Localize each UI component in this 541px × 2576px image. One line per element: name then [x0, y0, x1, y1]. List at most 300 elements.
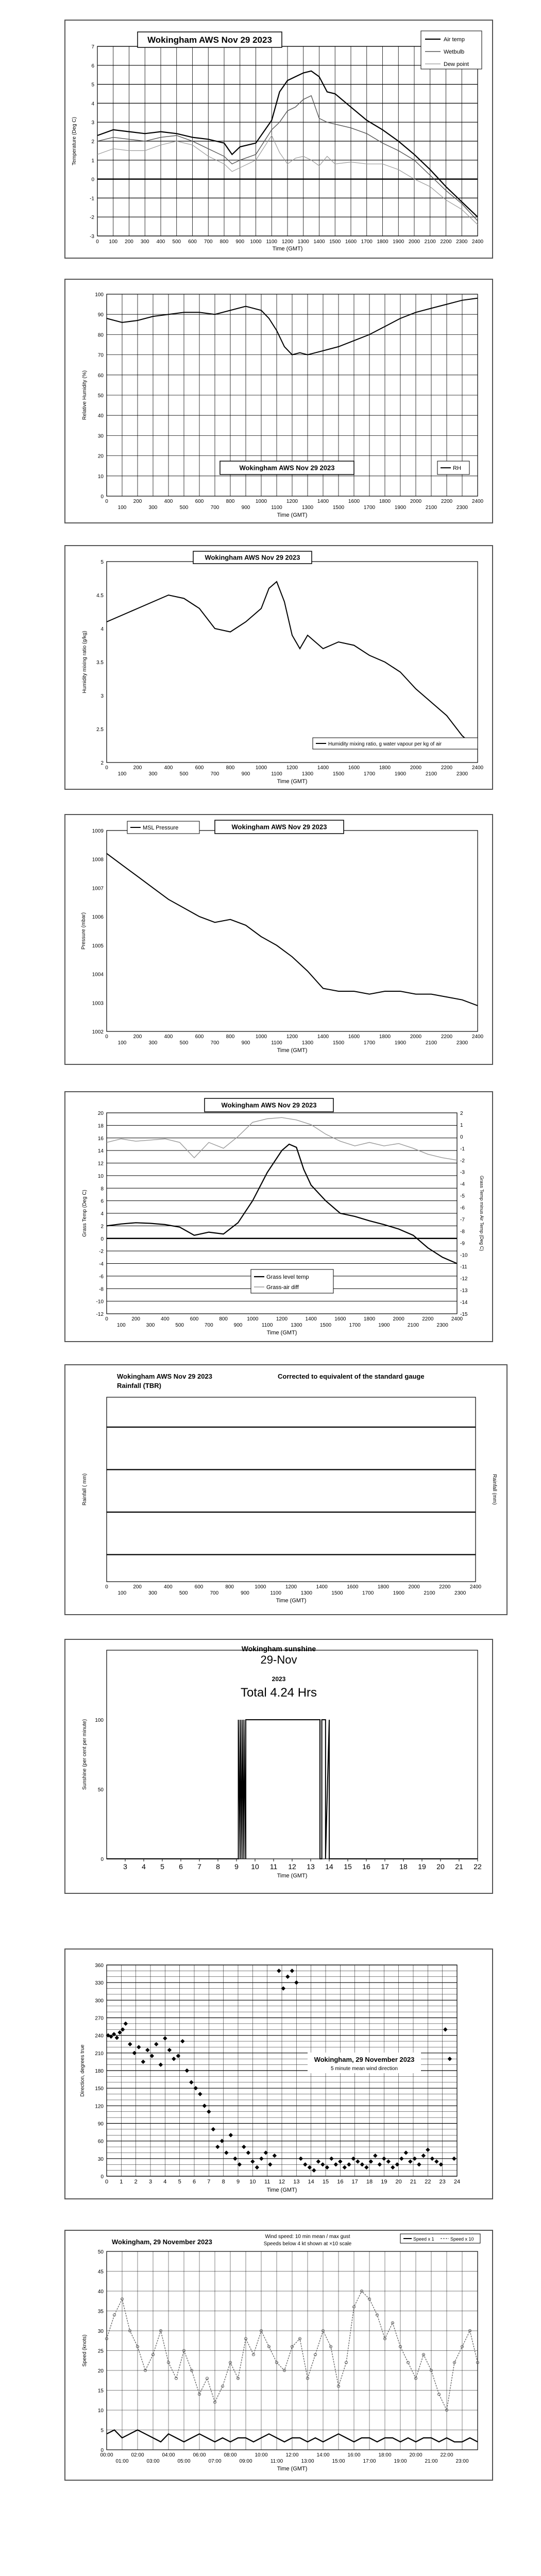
x-tick-label: 700 — [210, 505, 219, 511]
y-tick-label: 12 — [97, 1161, 104, 1167]
y-tick-label: 210 — [95, 2050, 104, 2057]
x-tick-label: 20:00 — [409, 2452, 422, 2458]
chart-title: Wokingham AWS Nov 29 2023 — [205, 553, 300, 562]
x-tick-label: 2200 — [439, 1584, 451, 1590]
x-tick-label: 1500 — [319, 1323, 332, 1328]
x-tick-label: 5 — [160, 1862, 164, 1871]
x-tick-label: 900 — [241, 505, 250, 511]
y-tick-label: 16 — [97, 1136, 104, 1142]
x-tick-label: 2000 — [410, 1034, 422, 1040]
x-tick-label: 900 — [241, 1040, 250, 1046]
y-tick-label-right: -15 — [460, 1312, 468, 1317]
x-tick-label: 200 — [133, 1584, 142, 1590]
x-tick-label: 2100 — [425, 1040, 437, 1046]
x-tick-label: 700 — [210, 1040, 219, 1046]
x-tick-label: 1700 — [363, 505, 376, 511]
data-point — [112, 2032, 116, 2036]
x-tick-label: 0 — [105, 499, 108, 504]
y-tick-label: 5 — [91, 82, 94, 88]
y-tick-label-right: -6 — [460, 1205, 465, 1211]
data-point — [386, 2159, 391, 2163]
y-tick-label: 5 — [100, 560, 104, 565]
x-tick-label: 16:00 — [347, 2452, 361, 2458]
x-tick-label: 800 — [226, 1034, 235, 1040]
x-tick-label: 8 — [222, 2179, 225, 2185]
chart-pressure — [65, 815, 492, 1064]
x-axis-label: Time (GMT) — [272, 246, 303, 252]
x-tick-label: 7 — [197, 1862, 201, 1871]
chart-title: Wokingham AWS Nov 29 2023 — [239, 464, 335, 472]
x-axis-label: Time (GMT) — [266, 1330, 297, 1336]
data-point — [268, 2162, 272, 2166]
x-tick-label: 1000 — [255, 765, 267, 771]
data-point — [452, 2157, 456, 2161]
x-axis-label: Time (GMT) — [277, 1047, 308, 1054]
y-tick-label: 10 — [97, 473, 104, 480]
x-tick-label: 200 — [125, 239, 133, 245]
data-point — [163, 2036, 167, 2040]
x-tick-label: 18:00 — [378, 2452, 392, 2458]
x-tick-label: 1300 — [301, 1040, 314, 1046]
x-tick-label: 2200 — [441, 1034, 453, 1040]
y-tick-label: 100 — [95, 1718, 104, 1723]
x-tick-label: 0 — [105, 1316, 108, 1322]
x-tick-label: 1900 — [393, 1590, 404, 1596]
x-tick-label: 15:00 — [332, 2459, 345, 2464]
x-tick-label: 100 — [116, 1323, 126, 1328]
x-tick-label: 04:00 — [162, 2452, 175, 2458]
x-tick-label: 2100 — [425, 771, 437, 777]
y-tick-label-right: 0 — [460, 1134, 463, 1140]
data-point — [255, 2165, 259, 2170]
y-tick-label: 30 — [97, 2329, 104, 2334]
data-point — [320, 2162, 325, 2166]
plot-area — [107, 1397, 476, 1582]
series-line-0 — [107, 582, 478, 749]
y-axis-label: Grass Temp (Deg C) — [82, 1190, 88, 1237]
x-tick-label: 700 — [204, 239, 213, 245]
y-tick-label: 30 — [97, 2156, 104, 2162]
x-tick-label: 0 — [105, 765, 108, 771]
x-tick-label: 2300 — [456, 239, 468, 245]
x-tick-label: 1600 — [348, 499, 360, 504]
x-tick-label: 1500 — [332, 771, 345, 777]
y-tick-label: 10 — [97, 2408, 104, 2414]
x-axis-label: Time (GMT) — [277, 2466, 308, 2472]
chart-wind-direction — [65, 1950, 492, 2198]
x-tick-label: 23:00 — [455, 2459, 469, 2464]
data-point — [290, 1969, 294, 1973]
x-tick-label: 800 — [226, 499, 235, 504]
series-line-0 — [107, 1144, 457, 1264]
y-tick-label: 1009 — [92, 828, 104, 834]
x-tick-label: 400 — [156, 239, 165, 245]
x-tick-label: 6 — [192, 2179, 196, 2185]
x-tick-label: 0 — [105, 1584, 108, 1590]
y-axis-label: Rainfall ( mm) — [82, 1473, 88, 1506]
x-tick-label: 1900 — [394, 505, 407, 511]
x-tick-label: 4 — [142, 1862, 146, 1871]
data-point — [250, 2159, 255, 2163]
y-tick-label: 180 — [95, 2069, 104, 2074]
data-point — [399, 2157, 403, 2161]
x-tick-label: 21 — [455, 1862, 463, 1871]
legend-entry-1: Wetbulb — [444, 49, 465, 55]
x-tick-label: 0 — [96, 239, 99, 245]
y-tick-label: 0 — [100, 2174, 104, 2180]
y-tick-label: 3.5 — [96, 660, 104, 666]
y-tick-label: 90 — [97, 312, 104, 318]
y-tick-label: 40 — [97, 413, 104, 419]
y-tick-label: 30 — [97, 433, 104, 439]
y-tick-label: 8 — [100, 1186, 104, 1192]
x-tick-label: 2000 — [408, 1584, 420, 1590]
x-tick-label: 600 — [190, 1316, 199, 1322]
series-line-0 — [107, 1720, 478, 1859]
x-tick-label: 2000 — [393, 1316, 404, 1322]
x-tick-label: 1800 — [379, 1034, 391, 1040]
x-tick-label: 900 — [241, 771, 250, 777]
x-tick-label: 4 — [163, 2179, 167, 2185]
x-tick-label: 300 — [140, 239, 149, 245]
y-tick-label: 1008 — [92, 857, 104, 863]
x-tick-label: 11 — [269, 1862, 278, 1871]
data-point — [215, 2145, 219, 2149]
x-tick-label: 900 — [233, 1323, 243, 1328]
y-tick-label: 2 — [100, 1224, 104, 1230]
data-point — [303, 2162, 307, 2166]
x-tick-label: 1800 — [377, 1584, 390, 1590]
x-tick-label: 18 — [399, 1862, 408, 1871]
y-tick-label: 4.5 — [96, 593, 104, 599]
chart-annotation: Corrected to equivalent of the standard gauge — [278, 1372, 425, 1380]
chart-panel-humidity — [64, 279, 493, 523]
x-axis-label: Time (GMT) — [277, 512, 308, 518]
x-tick-label: 22:00 — [440, 2452, 453, 2458]
x-tick-label: 19 — [381, 2179, 387, 2185]
x-tick-label: 1100 — [271, 771, 282, 777]
y-tick-label: 50 — [97, 1787, 104, 1793]
data-point — [408, 2159, 412, 2163]
y-tick-label: 0 — [91, 177, 94, 183]
data-point — [145, 2048, 149, 2052]
data-point — [417, 2162, 421, 2166]
y-tick-label: 50 — [97, 393, 104, 399]
x-tick-label: 200 — [131, 1316, 141, 1322]
x-tick-label: 22 — [425, 2179, 431, 2185]
y-tick-label: 0 — [100, 2448, 104, 2453]
chart-title: Wokingham AWS Nov 29 2023 — [117, 1372, 212, 1380]
data-point — [185, 2069, 189, 2073]
y-tick-label: 1007 — [92, 886, 104, 892]
chart-humidity — [65, 280, 492, 522]
x-tick-label: 16 — [362, 1862, 370, 1871]
x-tick-label: 1800 — [379, 499, 391, 504]
y-axis-label: Direction, degrees true — [80, 2044, 86, 2097]
data-point — [329, 2157, 333, 2161]
chart-panel-wind-speed — [64, 2230, 493, 2481]
x-tick-label: 5 — [178, 2179, 181, 2185]
chart-sunshine — [65, 1640, 492, 1893]
x-tick-label: 2400 — [469, 1584, 482, 1590]
y-tick-label: 0 — [100, 1857, 104, 1862]
x-tick-label: 1900 — [378, 1323, 390, 1328]
x-tick-label: 600 — [194, 1584, 204, 1590]
x-tick-label: 1100 — [271, 505, 282, 511]
data-point — [391, 2165, 395, 2170]
data-point — [448, 2057, 452, 2061]
chart-panel-rainfall — [64, 1364, 508, 1615]
x-tick-label: 1000 — [255, 1034, 267, 1040]
y-tick-label-right: -9 — [460, 1241, 465, 1247]
x-tick-label: 23 — [439, 2179, 446, 2185]
data-point — [364, 2165, 368, 2170]
y-tick-label: 3 — [100, 693, 104, 699]
legend-entry-0: MSL Pressure — [143, 825, 179, 831]
y-tick-label: 1004 — [92, 972, 104, 978]
x-tick-label: 03:00 — [146, 2459, 160, 2464]
y-tick-label: 4 — [100, 626, 104, 632]
data-point — [229, 2133, 233, 2137]
data-point — [154, 2042, 158, 2046]
data-point — [347, 2162, 351, 2166]
x-tick-label: 18 — [366, 2179, 373, 2185]
x-tick-label: 700 — [210, 1590, 219, 1596]
x-tick-label: 2400 — [451, 1316, 463, 1322]
data-point — [202, 2104, 207, 2108]
x-tick-label: 6 — [179, 1862, 183, 1871]
chart-temperature — [65, 21, 492, 258]
y-tick-label: -2 — [99, 1249, 104, 1255]
x-tick-label: 1000 — [250, 239, 262, 245]
x-tick-label: 17:00 — [363, 2459, 376, 2464]
y-tick-label: 2 — [91, 139, 94, 145]
x-tick-label: 1600 — [347, 1584, 359, 1590]
y-tick-label-right: -12 — [460, 1276, 468, 1282]
data-point — [137, 2045, 141, 2049]
data-point — [159, 2062, 163, 2066]
data-point — [382, 2157, 386, 2161]
x-tick-label: 14 — [325, 1862, 333, 1871]
series-line-0 — [107, 854, 478, 1006]
x-tick-label: 1400 — [317, 499, 329, 504]
chart-title: Wokingham AWS Nov 29 2023 — [147, 35, 272, 45]
chart-panel-mixing-ratio — [64, 545, 493, 790]
x-tick-label: 1000 — [255, 499, 267, 504]
x-tick-label: 12 — [288, 1862, 296, 1871]
series-line-1 — [107, 1117, 457, 1160]
x-tick-label: 2000 — [410, 765, 422, 771]
x-tick-label: 17 — [351, 2179, 358, 2185]
x-tick-label: 1600 — [334, 1316, 346, 1322]
x-tick-label: 1900 — [394, 771, 407, 777]
x-tick-label: 06:00 — [193, 2452, 206, 2458]
x-tick-label: 2400 — [471, 765, 484, 771]
x-tick-label: 2200 — [441, 765, 453, 771]
data-point — [404, 2150, 408, 2155]
chart-subtitle: Rainfall (TBR) — [117, 1382, 161, 1389]
x-tick-label: 2200 — [422, 1316, 434, 1322]
x-tick-label: 100 — [117, 1590, 127, 1596]
x-tick-label: 7 — [207, 2179, 211, 2185]
x-tick-label: 17 — [381, 1862, 389, 1871]
data-point — [421, 2154, 426, 2158]
x-tick-label: 1500 — [332, 1040, 345, 1046]
x-tick-label: 01:00 — [115, 2459, 129, 2464]
y-axis-label: Temperature (Deg C) — [72, 117, 77, 165]
y-axis-label: Speed (knots) — [82, 2334, 88, 2367]
x-tick-label: 800 — [226, 765, 235, 771]
y-tick-label: 360 — [95, 1963, 104, 1969]
y-tick-label: -6 — [99, 1274, 104, 1280]
x-tick-label: 1000 — [255, 1584, 266, 1590]
chart-date-label: 29-Nov — [260, 1653, 297, 1666]
y-tick-label: 25 — [97, 2348, 104, 2354]
chart-title: Wokingham AWS Nov 29 2023 — [231, 823, 327, 831]
legend-entry-2: Dew point — [444, 61, 469, 67]
x-tick-label: 200 — [133, 499, 142, 504]
x-tick-label: 400 — [164, 1034, 173, 1040]
y-tick-label: 240 — [95, 2033, 104, 2039]
x-tick-label: 1200 — [286, 1034, 298, 1040]
y-tick-label: 4 — [100, 1211, 104, 1217]
x-tick-label: 1300 — [301, 771, 314, 777]
x-tick-label: 1800 — [377, 239, 388, 245]
y-tick-label-right: -2 — [460, 1158, 465, 1164]
x-tick-label: 2200 — [440, 239, 452, 245]
y-tick-label: -2 — [90, 215, 94, 221]
x-tick-label: 1400 — [305, 1316, 317, 1322]
plot-area — [107, 562, 478, 762]
data-point — [426, 2148, 430, 2152]
chart-panel-pressure — [64, 814, 493, 1065]
chart-title: Wokingham sunshine — [241, 1645, 316, 1653]
x-tick-label: 100 — [109, 239, 118, 245]
x-tick-label: 1700 — [349, 1323, 361, 1328]
data-point — [128, 2042, 132, 2046]
x-tick-label: 05:00 — [177, 2459, 191, 2464]
y-tick-label-right: -1 — [460, 1146, 465, 1152]
x-tick-label: 1100 — [261, 1323, 273, 1328]
data-point — [407, 2361, 410, 2364]
y-tick-label: -1 — [90, 196, 94, 202]
y-tick-label: 1 — [91, 158, 94, 164]
x-tick-label: 1900 — [393, 239, 404, 245]
y-tick-label: 35 — [97, 2309, 104, 2315]
x-axis-label: Time (GMT) — [266, 2187, 297, 2193]
x-tick-label: 2200 — [441, 499, 453, 504]
x-tick-label: 1600 — [348, 765, 360, 771]
y-tick-label: 40 — [97, 2289, 104, 2295]
x-tick-label: 16 — [337, 2179, 344, 2185]
y-tick-label: 2.5 — [96, 727, 104, 733]
y-tick-label-right: -13 — [460, 1288, 468, 1294]
x-tick-label: 2400 — [471, 239, 484, 245]
x-tick-label: 1800 — [379, 765, 391, 771]
y-tick-label: 2 — [100, 760, 104, 766]
x-tick-label: 1200 — [276, 1316, 288, 1322]
x-tick-label: 300 — [148, 1040, 158, 1046]
x-tick-label: 8 — [216, 1862, 220, 1871]
x-tick-label: 24 — [453, 2179, 461, 2185]
legend-entry-0: Speed x 1 — [413, 2236, 434, 2242]
plot-area — [107, 831, 478, 1031]
x-tick-label: 2100 — [425, 505, 437, 511]
x-tick-label: 13 — [307, 1862, 315, 1871]
data-point — [378, 2162, 382, 2166]
x-tick-label: 10:00 — [255, 2452, 268, 2458]
x-tick-label: 800 — [225, 1584, 234, 1590]
x-tick-label: 400 — [164, 765, 173, 771]
x-tick-label: 500 — [179, 505, 189, 511]
legend-entry-1: Grass-air diff — [266, 1284, 299, 1291]
x-tick-label: 500 — [179, 771, 189, 777]
x-tick-label: 2300 — [454, 1590, 466, 1596]
chart-panel-grass-temp — [64, 1091, 493, 1342]
chart-panel-sunshine — [64, 1639, 493, 1894]
x-tick-label: 1000 — [247, 1316, 259, 1322]
data-point — [360, 2162, 364, 2166]
x-tick-label: 2300 — [456, 505, 468, 511]
x-tick-label: 400 — [164, 499, 173, 504]
x-tick-label: 1200 — [281, 239, 294, 245]
y-tick-label-right: -5 — [460, 1193, 465, 1199]
legend-entry-0: Air temp — [444, 37, 465, 43]
x-tick-label: 600 — [195, 765, 204, 771]
x-tick-label: 300 — [148, 505, 158, 511]
x-tick-label: 9 — [236, 2179, 240, 2185]
x-tick-label: 14 — [308, 2179, 314, 2185]
y-axis-label-right: Rainfall (mm) — [492, 1474, 497, 1505]
x-tick-label: 2100 — [407, 1323, 419, 1328]
x-tick-label: 600 — [195, 499, 204, 504]
x-tick-label: 500 — [179, 1040, 189, 1046]
y-tick-label: 7 — [91, 44, 94, 50]
x-tick-label: 15 — [344, 1862, 352, 1871]
chart-subtitle: Wind speed: 10 min mean / max gust — [265, 2234, 350, 2240]
x-tick-label: 0 — [105, 1034, 108, 1040]
x-tick-label: 2100 — [424, 239, 436, 245]
y-tick-label: 10 — [97, 1173, 104, 1179]
x-tick-label: 2300 — [456, 1040, 468, 1046]
x-tick-label: 1800 — [363, 1316, 376, 1322]
y-tick-label: 15 — [97, 2388, 104, 2394]
data-point — [167, 2048, 172, 2052]
x-tick-label: 09:00 — [239, 2459, 252, 2464]
chart-year-label: 2023 — [272, 1675, 286, 1683]
data-point — [207, 2109, 211, 2113]
x-tick-label: 200 — [133, 1034, 142, 1040]
data-point — [312, 2168, 316, 2172]
x-tick-label: 2400 — [471, 499, 484, 504]
x-tick-label: 500 — [179, 1590, 188, 1596]
y-tick-label: 100 — [95, 292, 104, 298]
x-tick-label: 400 — [163, 1584, 173, 1590]
data-point — [434, 2159, 438, 2163]
x-tick-label: 2400 — [471, 1034, 484, 1040]
y-tick-label: -3 — [90, 234, 94, 240]
y-tick-label: 1006 — [92, 914, 104, 921]
x-tick-label: 1600 — [348, 1034, 360, 1040]
y-axis-label: Sunshine (per cent per minute) — [82, 1719, 88, 1790]
x-tick-label: 1300 — [291, 1323, 302, 1328]
x-tick-label: 900 — [241, 1590, 249, 1596]
data-point — [141, 2060, 145, 2064]
data-point — [172, 2057, 176, 2061]
x-tick-label: 1 — [120, 2179, 123, 2185]
data-point — [252, 2353, 255, 2356]
data-point — [180, 2039, 184, 2043]
